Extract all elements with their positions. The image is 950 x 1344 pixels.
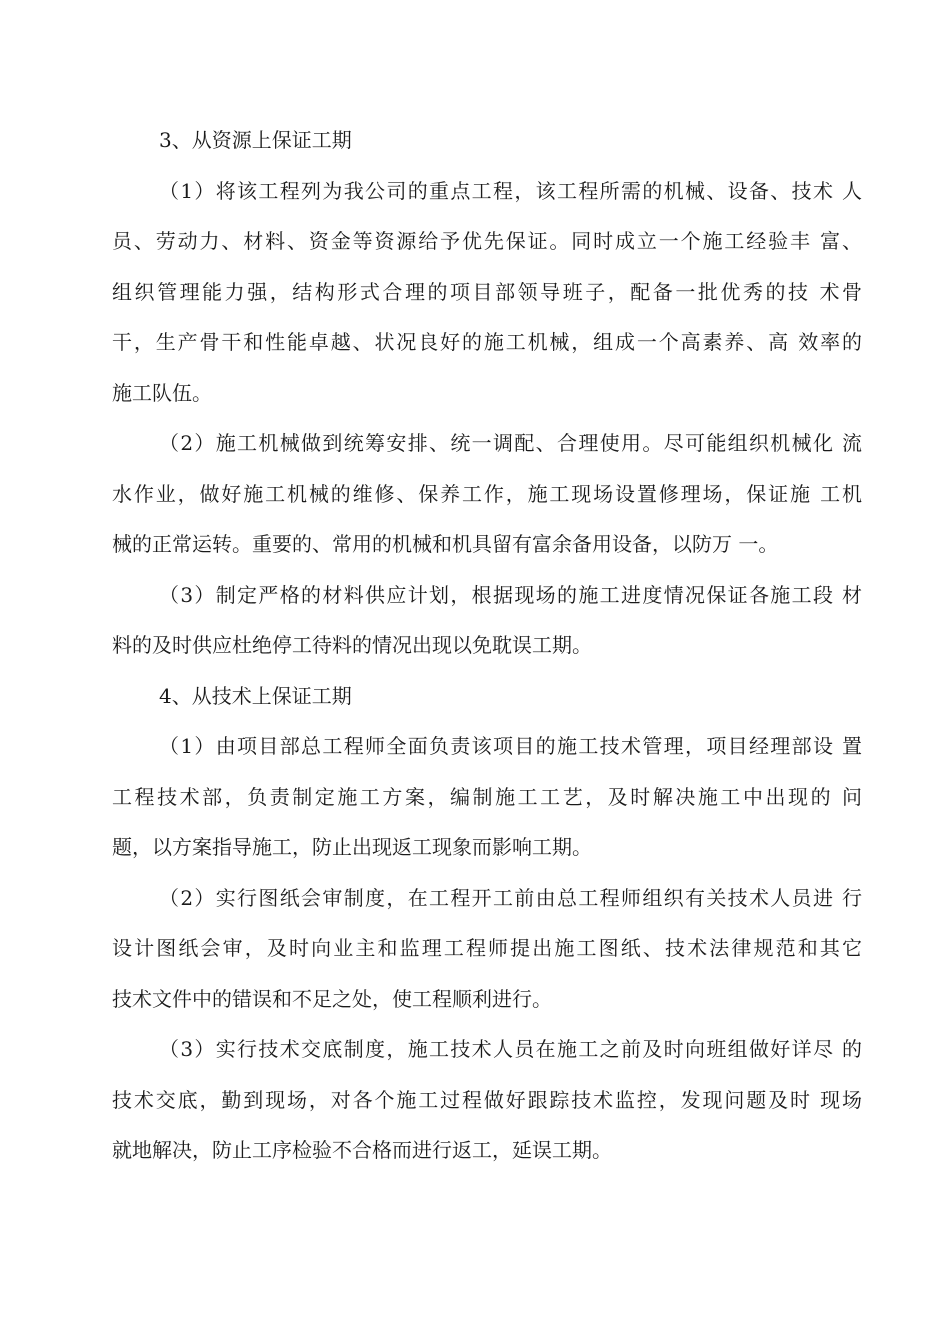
paragraph-line: 技术交底，勤到现场，对各个施工过程做好跟踪技术监控，发现问题及时 现场 [112, 1087, 862, 1112]
paragraph-line: （3）制定严格的材料供应计划，根据现场的施工进度情况保证各施工段 材 [159, 582, 862, 607]
document-body [112, 121, 862, 1182]
section-heading-resources: 3、从资源上保证工期 [159, 128, 352, 152]
paragraph-line: 员、劳动力、材料、资金等资源给予优先保证。同时成立一个施工经验丰 富、 [112, 229, 862, 253]
paragraph-line: 施工队伍。 [112, 380, 212, 405]
paragraph-line: 设计图纸会审，及时向业主和监理工程师提出施工图纸、技术法律规范和其它 [112, 936, 862, 960]
paragraph-line: 题，以方案指导施工，防止出现返工现象而影响工期。 [112, 835, 592, 859]
paragraph-line: 料的及时供应杜绝停工待料的情况出现以免耽误工期。 [112, 633, 592, 657]
paragraph-line: 组织管理能力强，结构形式合理的项目部领导班子，配备一批优秀的技 术骨 [112, 279, 862, 304]
paragraph-line: 技术文件中的错误和不足之处，使工程顺利进行。 [112, 986, 552, 1011]
paragraph-line: 水作业，做好施工机械的维修、保养工作，施工现场设置修理场，保证施 工机 [112, 481, 862, 506]
paragraph-line: （1）由项目部总工程师全面负责该项目的施工技术管理，项目经理部设 置 [159, 734, 862, 758]
paragraph-line: 干，生产骨干和性能卓越、状况良好的施工机械，组成一个高素养、高 效率的 [112, 330, 862, 354]
paragraph-line: 就地解决，防止工序检验不合格而进行返工，延误工期。 [112, 1138, 612, 1162]
paragraph-line: 械的正常运转。重要的、常用的机械和机具留有富余备用设备，以防万 一。 [112, 532, 779, 556]
paragraph-line: （2）施工机械做到统筹安排、统一调配、合理使用。尽可能组织机械化 流 [159, 431, 862, 455]
paragraph-line: （2）实行图纸会审制度，在工程开工前由总工程师组织有关技术人员进 行 [159, 885, 862, 910]
paragraph-line: 工程技术部，负责制定施工方案，编制施工工艺，及时解决施工中出现的 问 [112, 784, 862, 809]
paragraph-line: （1）将该工程列为我公司的重点工程，该工程所需的机械、设备、技术 人 [159, 178, 862, 203]
paragraph-line: （3）实行技术交底制度，施工技术人员在施工之前及时向班组做好详尽 的 [159, 1037, 862, 1061]
section-heading-technology: 4、从技术上保证工期 [159, 683, 352, 708]
